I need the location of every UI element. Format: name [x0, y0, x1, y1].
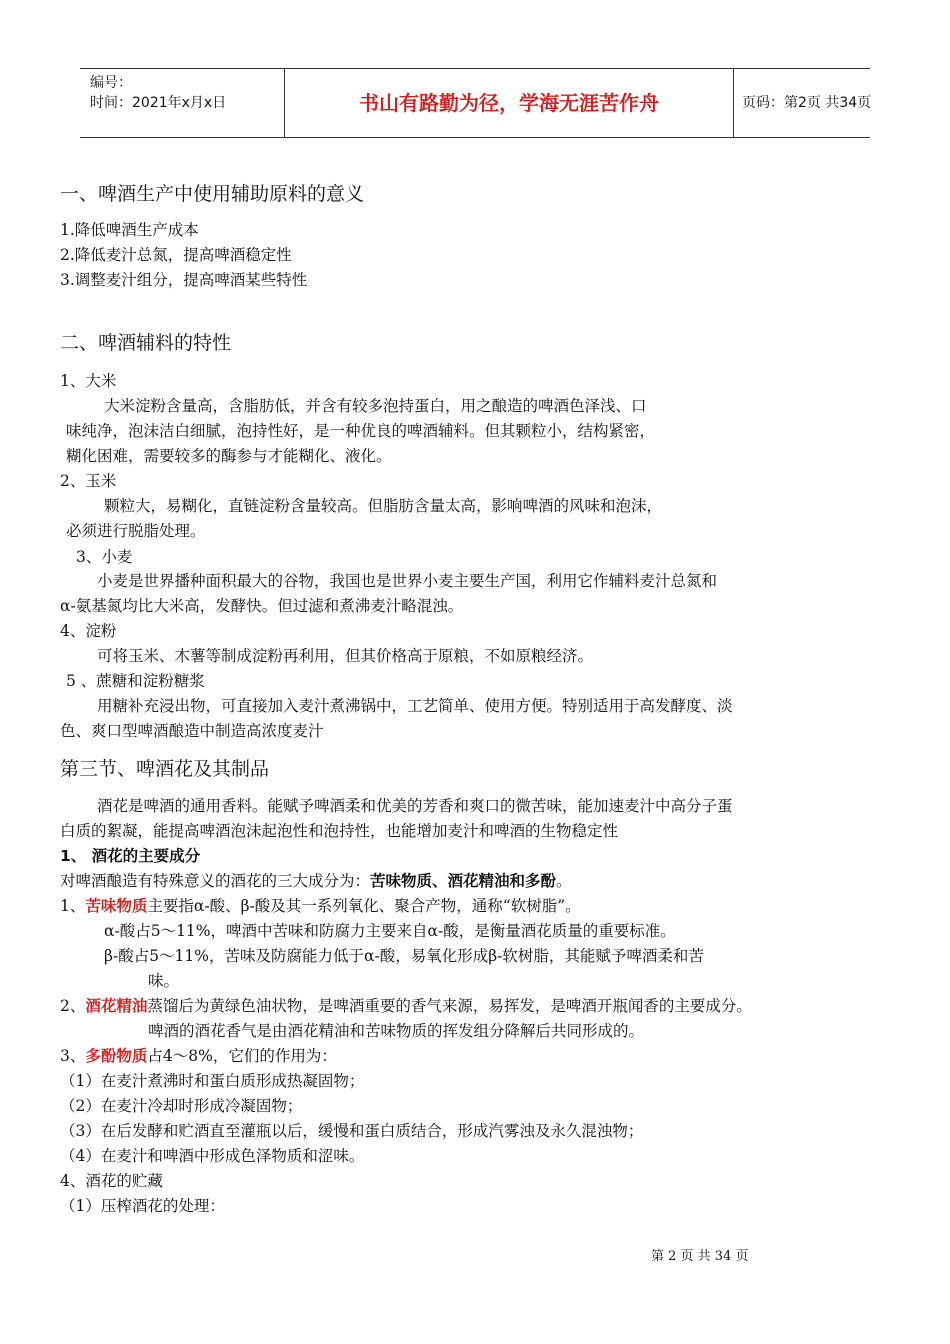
page-header — [80, 68, 870, 138]
beta-acid-text: β-酸占5～11%，苦味及防腐能力低于α-酸，易氧化形成β-软树脂，其能赋予啤酒柔和苦 — [104, 947, 704, 965]
poly-item: （3）在后发酵和贮酒直至灌瓶以后，缓慢和蛋白质结合，形成汽雾浊及永久混浊物； — [60, 1122, 644, 1140]
starch-text: 可将玉米、木薯等制成淀粉再利用，但其价格高于原粮，不如原粮经济。 — [97, 647, 594, 665]
sugar-text: 用糖补充浸出物，可直接加入麦汁煮沸锅中，工艺简单、使用方便。特别适用于高发酵度、淡 — [97, 697, 733, 715]
hops-components-summary — [60, 870, 572, 892]
wheat-heading: 3、小麦 — [76, 548, 133, 566]
header-page-info: 页码：第2页 共34页 — [742, 95, 872, 111]
poly-rest: 占4～8%，它们的作用为： — [147, 1047, 337, 1065]
components-pre: 对啤酒酿造有特殊意义的酒花的三大成分为： — [60, 872, 371, 890]
bitter-num: 1、 — [60, 897, 86, 915]
rice-text: 味纯净，泡沫洁白细腻，泡持性好，是一种优良的啤酒辅料。但其颗粒小，结构紧密， — [66, 422, 656, 440]
components-bold: 苦味物质、酒花精油和多酚 — [370, 872, 557, 890]
rice-text: 糊化困难，需要较多的酶参与才能糊化、液化。 — [66, 447, 392, 465]
section1-item: 2.降低麦汁总氮，提高啤酒稳定性 — [60, 246, 292, 264]
starch-heading: 4、淀粉 — [60, 622, 117, 640]
oil-term: 酒花精油 — [85, 997, 148, 1015]
corn-heading: 2、玉米 — [60, 472, 117, 490]
alpha-acid-text: α-酸占5～11%，啤酒中苦味和防腐力主要来自α-酸，是衡量酒花质量的重要标准。 — [104, 922, 676, 940]
section1-item: 1.降低啤酒生产成本 — [60, 221, 199, 239]
bitter-line — [60, 895, 581, 917]
rice-heading: 1、大米 — [60, 372, 117, 390]
oil-text: 啤酒的酒花香气是由酒花精油和苦味物质的挥发组分降解后共同形成的。 — [148, 1022, 645, 1040]
header-motto: 书山有路勤为径，学海无涯苦作舟 — [284, 69, 734, 137]
beta-acid-text: 味。 — [148, 972, 180, 990]
sugar-text: 色、爽口型啤酒酿造中制造高浓度麦汁 — [60, 722, 324, 740]
poly-num: 3、 — [60, 1047, 86, 1065]
section1-title: 一、啤酒生产中使用辅助原料的意义 — [60, 183, 365, 205]
poly-item: （2）在麦汁冷却时形成冷凝固物； — [60, 1097, 303, 1115]
header-meta — [80, 69, 284, 137]
hops-intro-text: 酒花是啤酒的通用香料。能赋予啤酒柔和优美的芳香和爽口的微苦味，能加速麦汁中高分子蛋 — [97, 797, 733, 815]
storage-heading: 4、酒花的贮藏 — [60, 1172, 163, 1190]
hops-intro-text: 白质的絮凝，能提高啤酒泡沫起泡性和泡持性，也能增加麦汁和啤酒的生物稳定性 — [60, 822, 619, 840]
section2-title: 二、啤酒辅料的特性 — [60, 332, 232, 354]
poly-term: 多酚物质 — [85, 1047, 148, 1065]
wheat-text: 小麦是世界播种面积最大的谷物，我国也是世界小麦主要生产国，利用它作辅料麦汁总氮和 — [97, 572, 718, 590]
corn-text: 必须进行脱脂处理。 — [66, 522, 206, 540]
bitter-term: 苦味物质 — [85, 897, 148, 915]
hops-components-title: 1、 酒花的主要成分 — [60, 847, 201, 865]
storage-item: （1）压榨酒花的处理： — [60, 1197, 225, 1215]
bitter-rest: 主要指α-酸、β-酸及其一系列氧化、聚合产物，通称“软树脂”。 — [147, 897, 581, 915]
components-post: 。 — [556, 872, 572, 890]
oil-num: 2、 — [60, 997, 86, 1015]
rice-text: 大米淀粉含量高，含脂肪低，并含有较多泡持蛋白，用之酿造的啤酒色泽浅、口 — [104, 397, 647, 415]
corn-text: 颗粒大，易糊化，直链淀粉含量较高。但脂肪含量太高，影响啤酒的风味和泡沫， — [104, 497, 663, 515]
sugar-heading: 5 、蔗糖和淀粉糖浆 — [66, 672, 205, 690]
doc-number-label: 编号： — [90, 75, 132, 91]
poly-line — [60, 1045, 337, 1067]
section3-title: 第三节、啤酒花及其制品 — [60, 758, 270, 780]
oil-rest: 蒸馏后为黄绿色油状物，是啤酒重要的香气来源，易挥发，是啤酒开瓶闻香的主要成分。 — [147, 997, 752, 1015]
section1-item: 3.调整麦汁组分，提高啤酒某些特性 — [60, 271, 308, 289]
page-footer: 第 2 页 共 34 页 — [651, 1249, 749, 1264]
oil-line — [60, 995, 752, 1017]
poly-item: （4）在麦汁和啤酒中形成色泽物质和涩味。 — [60, 1147, 365, 1165]
wheat-text: α-氨基氮均比大米高，发酵快。但过滤和煮沸麦汁略混浊。 — [60, 597, 464, 615]
poly-item: （1）在麦汁煮沸时和蛋白质形成热凝固物； — [60, 1072, 365, 1090]
doc-time-label: 时间：2021年x月x日 — [90, 95, 227, 111]
